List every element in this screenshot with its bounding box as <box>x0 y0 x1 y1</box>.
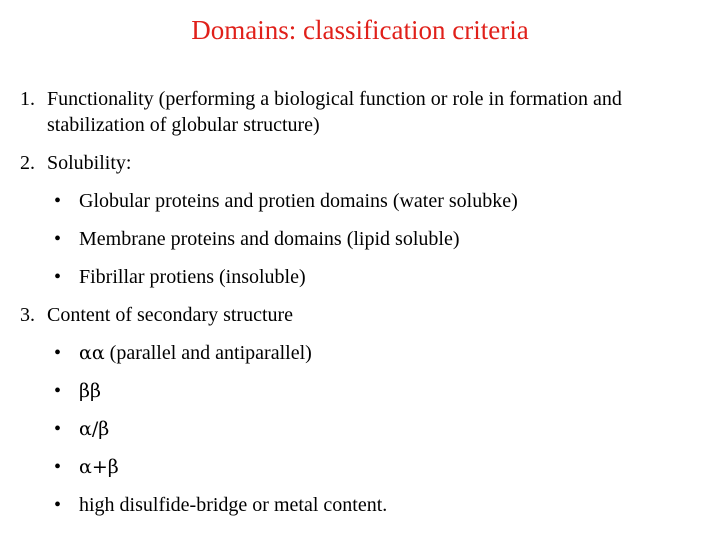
sub-item <box>20 340 710 366</box>
list-item-functionality <box>20 86 710 138</box>
sub-item <box>20 492 710 518</box>
item-text: Content of secondary structure <box>47 304 294 326</box>
bullet-icon: • <box>54 190 62 212</box>
item-text: Functionality (performing a biological function or role in formation and stabilization of globular structure) <box>47 88 622 136</box>
sub-item <box>20 226 710 252</box>
criteria-list <box>20 86 710 518</box>
sub-item <box>20 378 710 404</box>
item-number: 1. <box>20 88 35 110</box>
sub-item-text: Globular proteins and protien domains (water solubke) <box>79 190 518 212</box>
bullet-icon: • <box>54 418 62 440</box>
list-item-secondary-structure <box>20 302 710 328</box>
bullet-icon: • <box>54 266 62 288</box>
sub-item <box>20 416 710 442</box>
bullet-icon: • <box>54 342 62 364</box>
sub-item <box>20 264 710 290</box>
item-number: 3. <box>20 304 35 326</box>
list-item-solubility <box>20 150 710 176</box>
sub-item-text: Membrane proteins and domains (lipid soluble) <box>79 228 460 250</box>
sub-item-text: (parallel and antiparallel) <box>104 342 312 364</box>
sub-item <box>20 454 710 480</box>
greek-symbols: α/β <box>79 418 110 440</box>
bullet-icon: • <box>54 380 62 402</box>
item-number: 2. <box>20 152 35 174</box>
bullet-icon: • <box>54 228 62 250</box>
sub-item-text: high disulfide-bridge or metal content. <box>79 494 388 516</box>
bullet-icon: • <box>54 494 62 516</box>
bullet-icon: • <box>54 456 62 478</box>
greek-symbols: αα <box>79 342 105 364</box>
greek-symbols: α+β <box>79 456 119 478</box>
greek-symbols: ββ <box>79 380 101 402</box>
sub-item <box>20 188 710 214</box>
sub-item-text: Fibrillar protiens (insoluble) <box>79 266 306 288</box>
item-text: Solubility: <box>47 152 132 174</box>
slide-title: Domains: classification criteria <box>191 15 529 45</box>
